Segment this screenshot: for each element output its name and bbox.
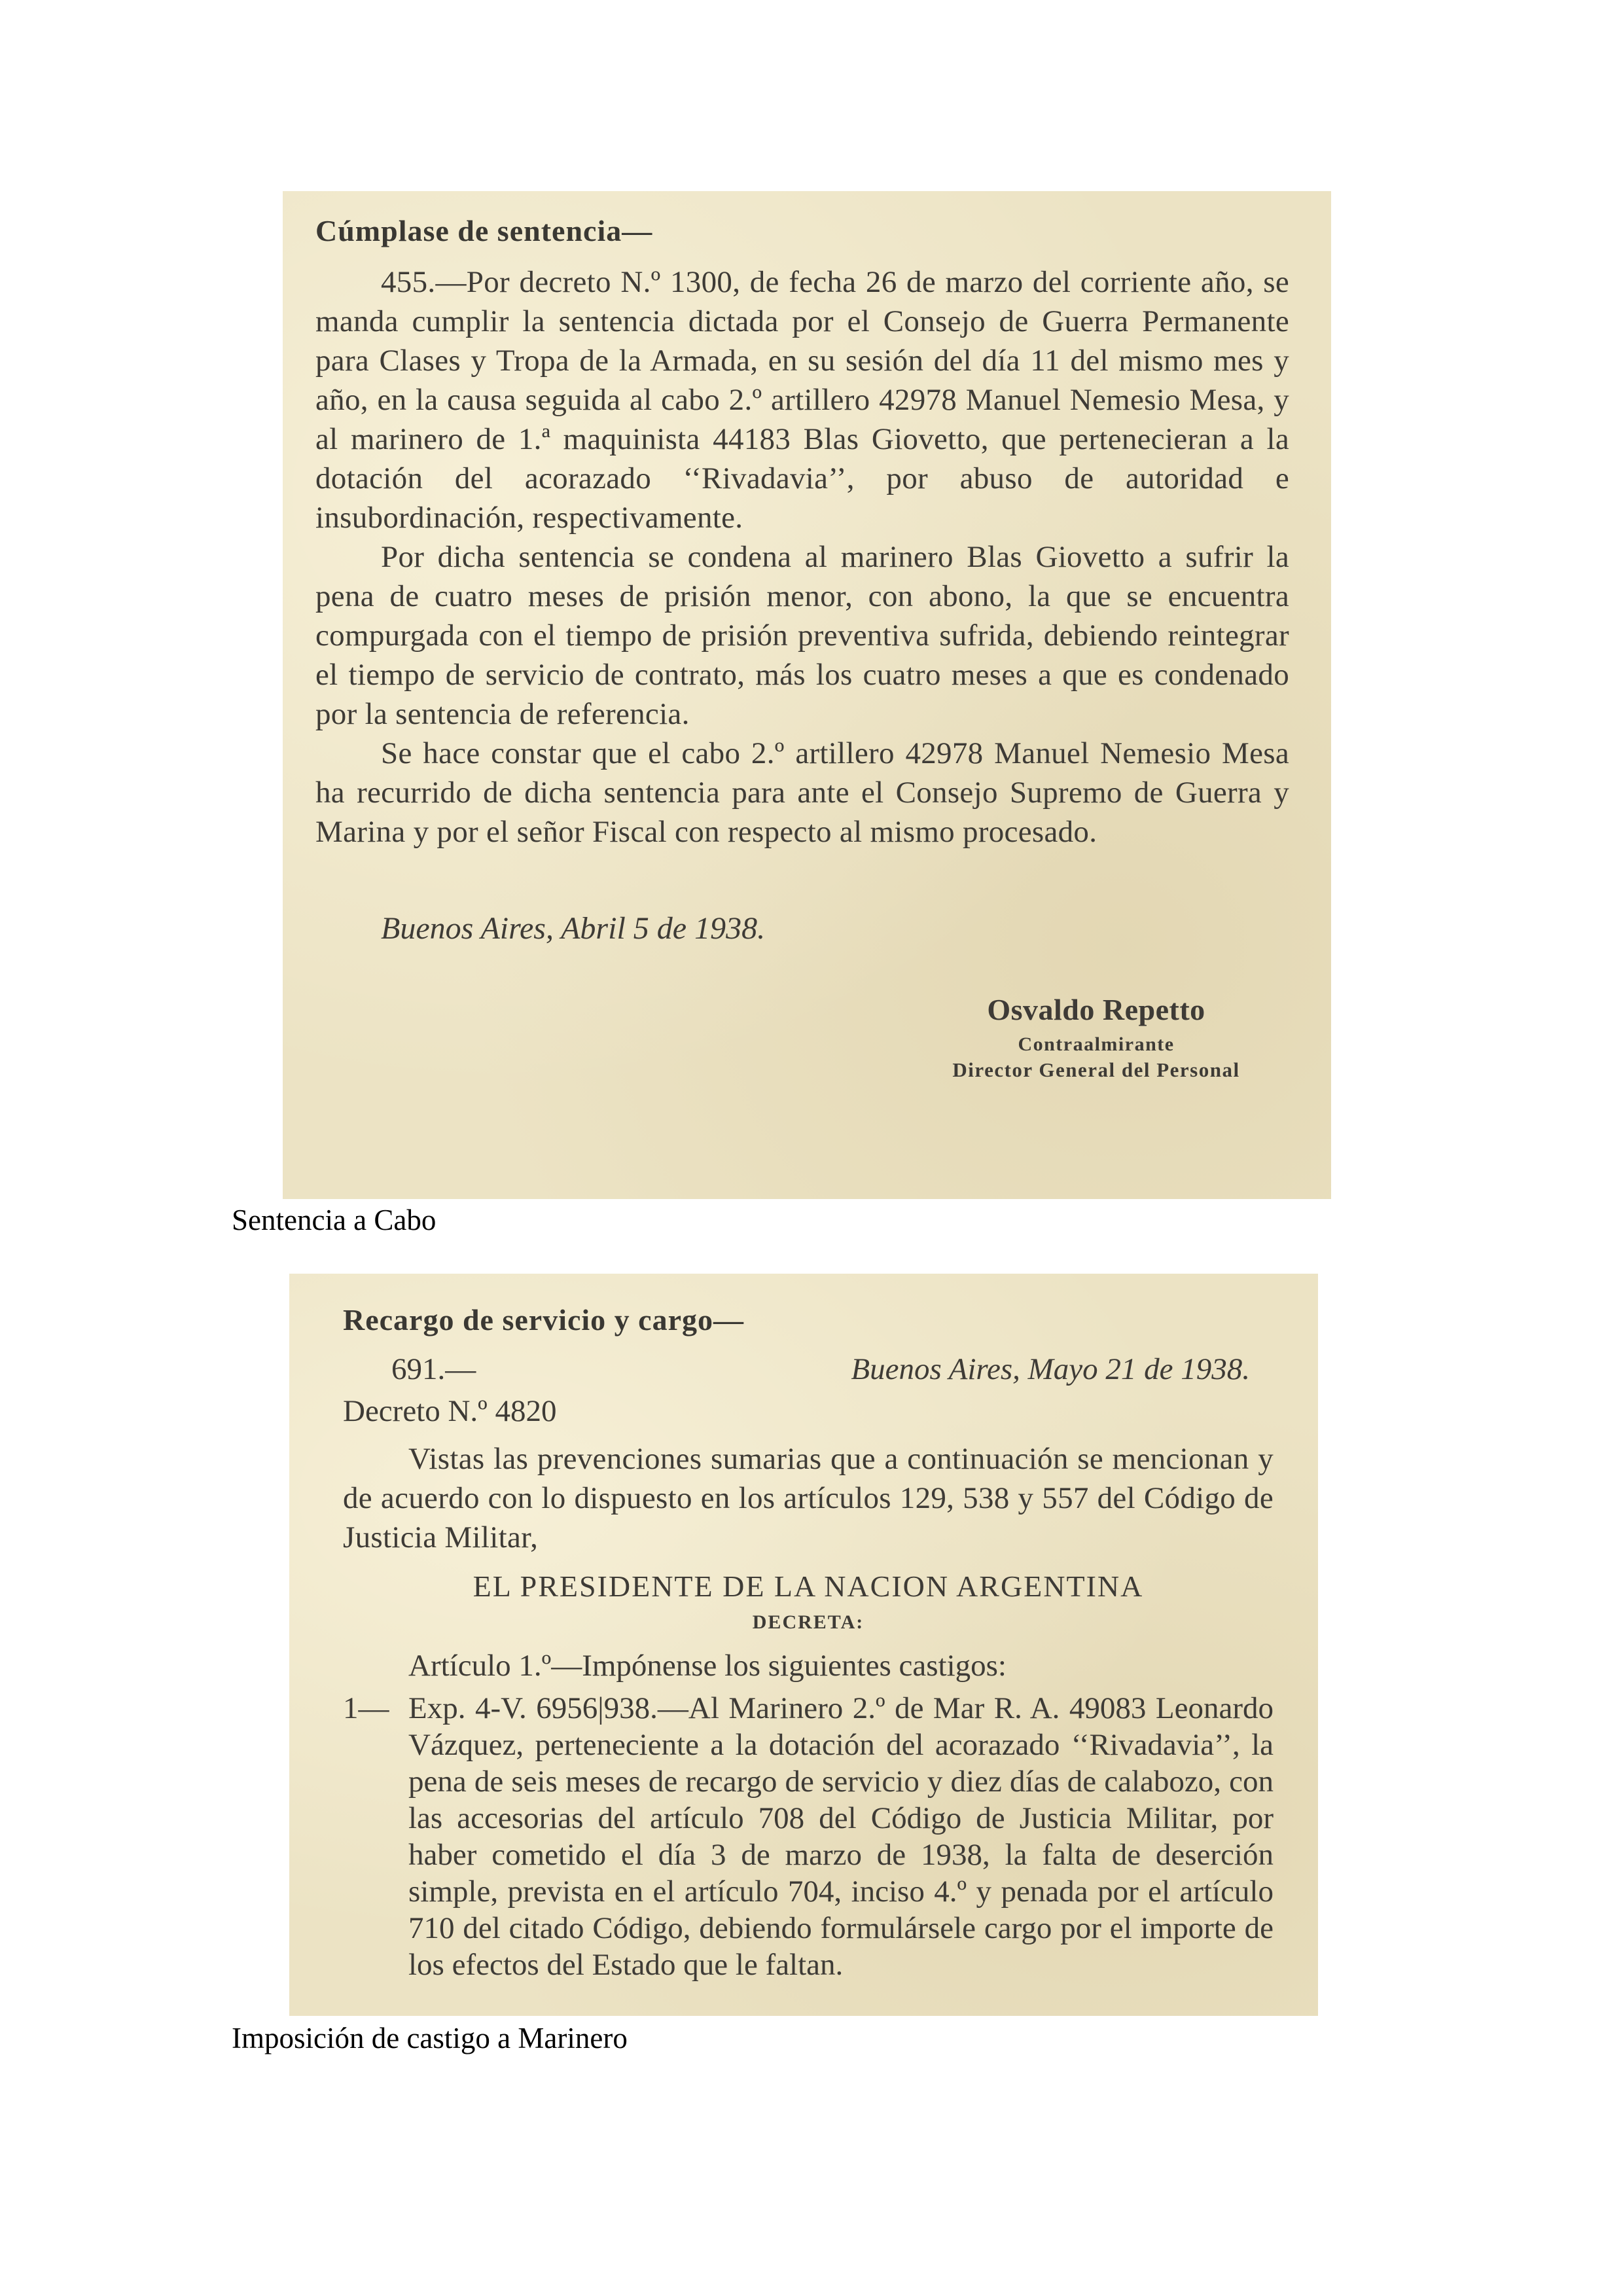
clipping-heading: Cúmplase de sentencia— [315, 214, 653, 247]
decreta-label: DECRETA: [752, 1611, 865, 1633]
paragraph-appeal: Se hace constar que el cabo 2.º artillero 42978 Manuel Nemesio Mesa ha recurrido de dicha sentencia para ante el Consejo Supremo de Guerra y Marina y por el señor Fiscal con respecto al mismo procesado. [315, 736, 1289, 849]
paragraph-vistas: Vistas las prevenciones sumarias que a continuación se mencionan y de acuerdo con lo dispuesto en los artículos 129, 538 y 557 del Código de Justicia Militar, [343, 1442, 1274, 1554]
caption-sentencia: Sentencia a Cabo [232, 1204, 437, 1236]
place-date: Buenos Aires, Abril 5 de 1938. [381, 911, 766, 946]
clipping-castigo [289, 1274, 1318, 2016]
number-date-line [343, 1352, 1274, 1387]
clipping-sentencia [283, 191, 1331, 1199]
clipping-heading: Recargo de servicio y cargo— [343, 1303, 745, 1336]
list-item-number: 1— [343, 1691, 389, 1725]
place-date: Buenos Aires, Mayo 21 de 1938. [851, 1352, 1250, 1386]
caption-castigo: Imposición de castigo a Marinero [232, 2022, 628, 2054]
signature-title: Director General del Personal [952, 1058, 1240, 1081]
signature-block [903, 992, 1289, 1082]
list-item-text: Exp. 4-V. 6956|938.—Al Marinero 2.º de Mar R. A. 49083 Leonardo Vázquez, perteneciente a la dotación del acorazado ‘‘Rivadavia’’, la pena de seis meses de recargo de servicio y diez días de calabozo, con las accesorias del artículo 708 del Código de Justicia Militar, por haber cometido el día 3 de marzo de 1938, la falta de deserción simple, prevista en el artículo 704, inciso 4.º y penada por el artículo 710 del citado Código, debiendo formulársele cargo por el importe de los efectos del Estado que le faltan. [408, 1691, 1274, 1982]
paragraph-decree: 455.—Por decreto N.º 1300, de fecha 26 de marzo del corriente año, se manda cumplir la sentencia dictada por el Consejo de Guerra Permanente para Clases y Tropa de la Armada, en su sesión del día 11 del mismo mes y año, en la causa seguida al cabo 2.º artillero 42978 Manuel Nemesio Mesa, y al marinero de 1.ª maquinista 44183 Blas Giovetto, que pertenecieran a la dotación del acorazado ‘‘Rivadavia’’, por abuso de autoridad e insubordinación, respectivamente. [315, 265, 1289, 535]
decreto-label: Decreto N.º 4820 [343, 1394, 557, 1428]
list-item [343, 1690, 1274, 1983]
article-heading: Artículo 1.º—Impónense los siguientes castigos: [408, 1649, 1007, 1683]
decree-number: 691.— [391, 1352, 476, 1386]
signature-name: Osvaldo Repetto [987, 993, 1205, 1026]
paragraph-sentence: Por dicha sentencia se condena al marinero Blas Giovetto a sufrir la pena de cuatro meses de prisión menor, con abono, la que se encuentra compurgada con el tiempo de prisión preventiva sufrida, debiendo reintegrar el tiempo de servicio de contrato, más los cuatro meses a que es condenado por la sentencia de referencia. [315, 540, 1289, 731]
president-heading: EL PRESIDENTE DE LA NACION ARGENTINA [473, 1570, 1144, 1603]
signature-rank: Contraalmirante [1018, 1033, 1175, 1055]
